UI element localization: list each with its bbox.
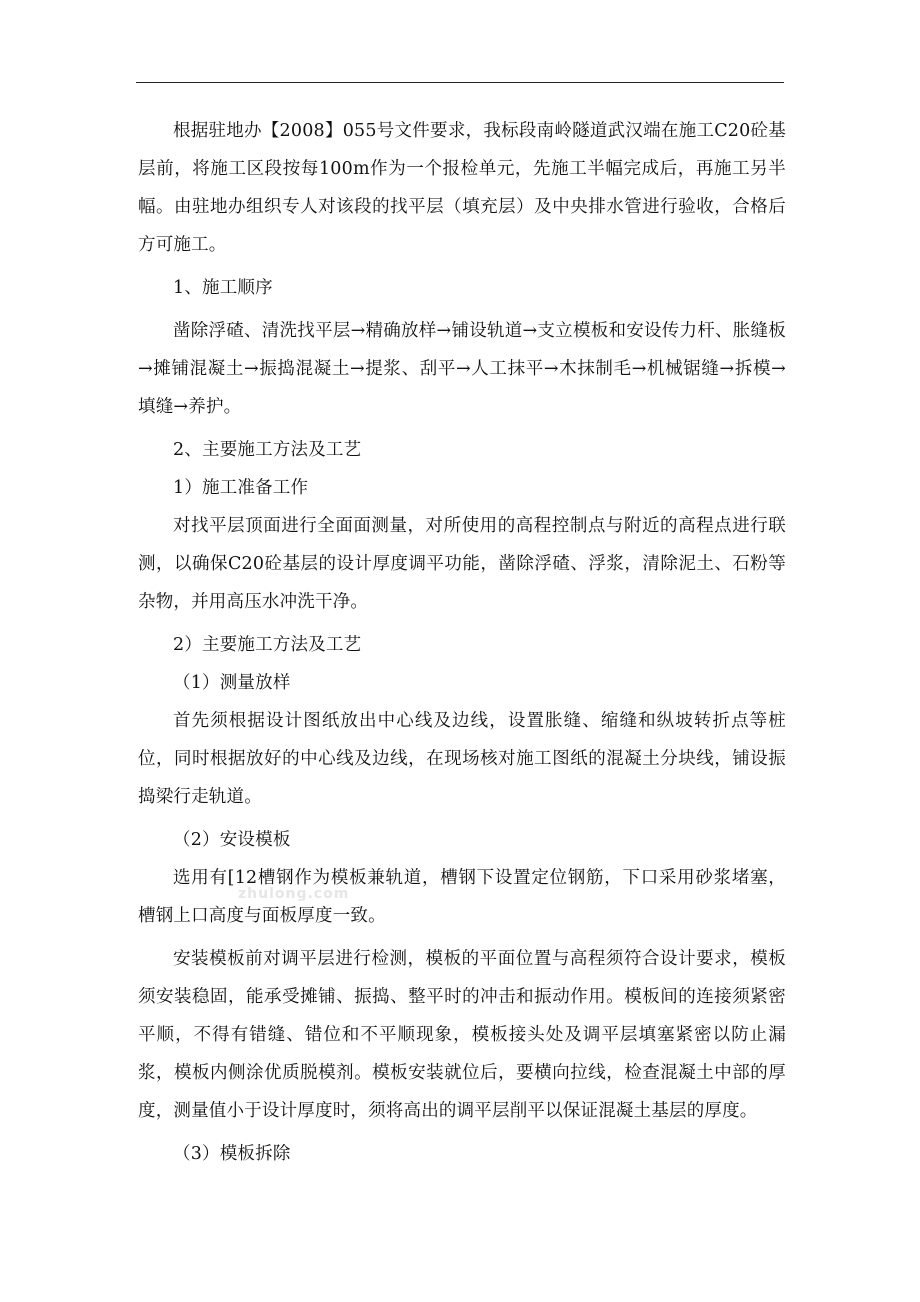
subsection-heading-methods: 2）主要施工方法及工艺	[173, 635, 362, 655]
section-heading-construction-sequence: 1、施工顺序	[173, 278, 273, 298]
item-heading-formwork: （2）安设模板	[173, 830, 291, 850]
intro-paragraph: 根据驻地办【2008】055号文件要求，我标段南岭隧道武汉端在施工C20砼基层前，将施工区段按每100m作为一个报检单元，先施工半幅完成后，再施工另半幅。由驻地办组织专人对该段的找平层（填充层）及中央排水管进行验收，合格后方可施工。	[138, 121, 786, 255]
item-heading-survey: （1）测量放样	[173, 673, 291, 693]
item-heading-formwork-removal: （3）模板拆除	[173, 1144, 291, 1164]
formwork-paragraph-1: 选用有[12槽钢作为模板兼轨道，槽钢下设置定位钢筋，下口采用砂浆堵塞，槽钢上口高度与面板厚度一致。	[138, 868, 786, 926]
subsection-heading-preparation: 1）施工准备工作	[173, 478, 309, 498]
survey-paragraph: 首先须根据设计图纸放出中心线及边线，设置胀缝、缩缝和纵坡转折点等桩位，同时根据放好的中心线及边线，在现场核对施工图纸的混凝土分块线，铺设振捣梁行走轨道。	[138, 711, 786, 807]
header-rule	[136, 82, 784, 83]
section-heading-main-methods: 2、主要施工方法及工艺	[173, 440, 362, 460]
watermark: zhulong.com	[238, 886, 350, 902]
document-body	[138, 112, 786, 1173]
construction-sequence-paragraph: 凿除浮碴、清洗找平层→精确放样→铺设轨道→支立模板和安设传力杆、胀缝板→摊铺混凝土→振捣混凝土→提浆、刮平→人工抹平→木抹制毛→机械锯缝→拆模→填缝→养护。	[138, 321, 786, 417]
preparation-paragraph: 对找平层顶面进行全面面测量，对所使用的高程控制点与附近的高程点进行联测，以确保C20砼基层的设计厚度调平功能，凿除浮碴、浮浆，清除泥土、石粉等杂物，并用高压水冲洗干净。	[138, 516, 786, 612]
formwork-paragraph-2: 安装模板前对调平层进行检测，模板的平面位置与高程须符合设计要求，模板须安装稳固，能承受摊铺、振捣、整平时的冲击和振动作用。模板间的连接须紧密平顺，不得有错缝、错位和不平顺现象，模板接头处及调平层填塞紧密以防止漏浆，模板内侧涂优质脱模剂。模板安装就位后，要横向拉线，检查混凝土中部的厚度，测量值小于设计厚度时，须将高出的调平层削平以保证混凝土基层的厚度。	[138, 949, 786, 1121]
